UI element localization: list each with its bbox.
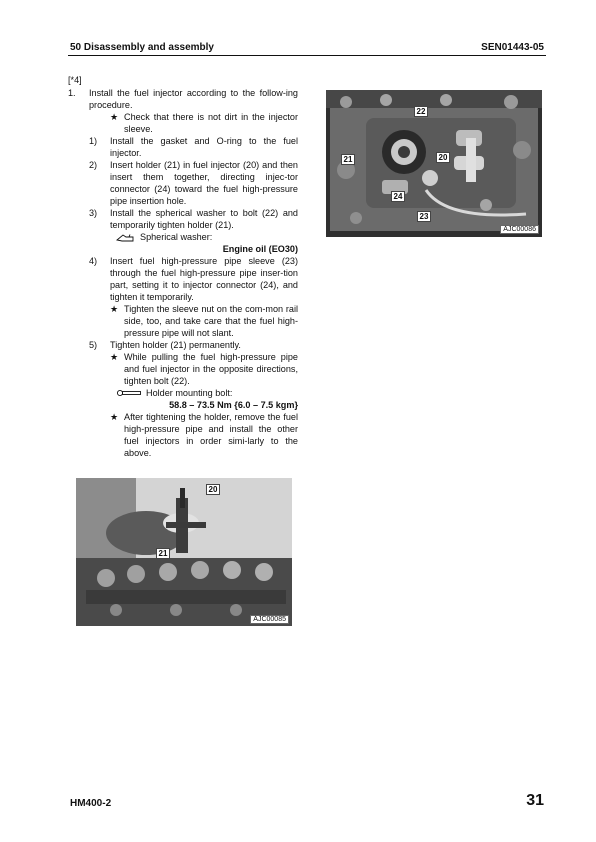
page-number: 31: [526, 792, 544, 809]
note-text: Check that there is not dirt in the injector sleeve.: [124, 112, 298, 134]
substep-5: [68, 339, 298, 351]
star-icon: ★: [110, 352, 119, 362]
note-b: [68, 303, 298, 339]
note-text: While pulling the fuel high-pressure pipe and fuel injector in the opposite directions, tighten bolt (22).: [124, 352, 298, 386]
substep-text: Insert fuel high-pressure pipe sleeve (23) through the fuel high-pressure pipe inser-tion part, setting it to injector connector (24), and tighten it temporarily.: [110, 256, 298, 302]
reference-mark: [*4]: [68, 75, 82, 85]
header-divider: [68, 55, 546, 56]
substep-number: 4): [89, 256, 98, 266]
substep-number: 1): [89, 136, 98, 146]
star-icon: ★: [110, 412, 119, 422]
callout-20: 20: [206, 484, 220, 495]
engine-head-illustration: [326, 90, 542, 237]
tool-label: Holder mounting bolt:: [146, 388, 233, 398]
step-number: 1.: [68, 88, 76, 98]
figure-code: AJC00085: [250, 615, 289, 624]
callout-22: 22: [414, 106, 428, 117]
injector-install-photo: [76, 478, 292, 626]
star-icon: ★: [110, 304, 119, 314]
footer-model: HM400-2: [70, 798, 112, 809]
callout-21: 21: [156, 548, 170, 559]
step-1: [68, 87, 298, 111]
callout-23: 23: [417, 211, 431, 222]
note-text: After tightening the holder, remove the fuel high-pressure pipe and install the other fuel injectors in order simi-larly to the above.: [124, 412, 298, 458]
substep-3: [68, 207, 298, 231]
header-doc-code: SEN01443-05: [481, 42, 544, 53]
spherical-washer-spec: [68, 231, 298, 243]
callout-20: 20: [436, 152, 450, 163]
holder-bolt-torque: 58.8 – 73.5 Nm {6.0 – 7.5 kgm}: [169, 400, 298, 410]
substep-text: Install the gasket and O-ring to the fuel injector.: [110, 136, 298, 158]
substep-text: Install the spherical washer to bolt (22) and temporarily tighten holder (21).: [110, 208, 298, 230]
callout-21: 21: [341, 154, 355, 165]
substep-number: 3): [89, 208, 98, 218]
substep-number: 5): [89, 340, 98, 350]
spherical-washer-value: Engine oil (EO30): [222, 244, 298, 254]
substep-text: Tighten holder (21) permanently.: [110, 340, 241, 350]
star-icon: ★: [110, 112, 119, 122]
substep-number: 2): [89, 160, 98, 170]
torque-wrench-icon: [116, 389, 142, 397]
header-section-title: 50 Disassembly and assembly: [70, 42, 214, 53]
note-d: [68, 411, 298, 459]
substep-2: [68, 159, 298, 207]
holder-bolt-spec: [68, 387, 298, 399]
tool-label: Spherical washer:: [140, 232, 213, 242]
instruction-column: [68, 74, 298, 459]
engine-head-photo: [326, 90, 542, 237]
step-text: Install the fuel injector according to the follow-ing procedure.: [89, 88, 298, 110]
note-a: [68, 111, 298, 135]
callout-24: 24: [391, 191, 405, 202]
oil-can-icon: [116, 233, 136, 242]
injector-install-illustration: [76, 478, 292, 626]
substep-4: [68, 255, 298, 303]
substep-1: [68, 135, 298, 159]
note-c: [68, 351, 298, 387]
figure-code: AJC00086: [500, 225, 539, 234]
substep-text: Insert holder (21) in fuel injector (20) and then insert them together, directing injec-tor connector (24) toward the fuel high-pressure pipe insertion hole.: [110, 160, 298, 206]
note-text: Tighten the sleeve nut on the com-mon rail side, too, and take care that the fuel high-pressure pipe will not slant.: [124, 304, 298, 338]
